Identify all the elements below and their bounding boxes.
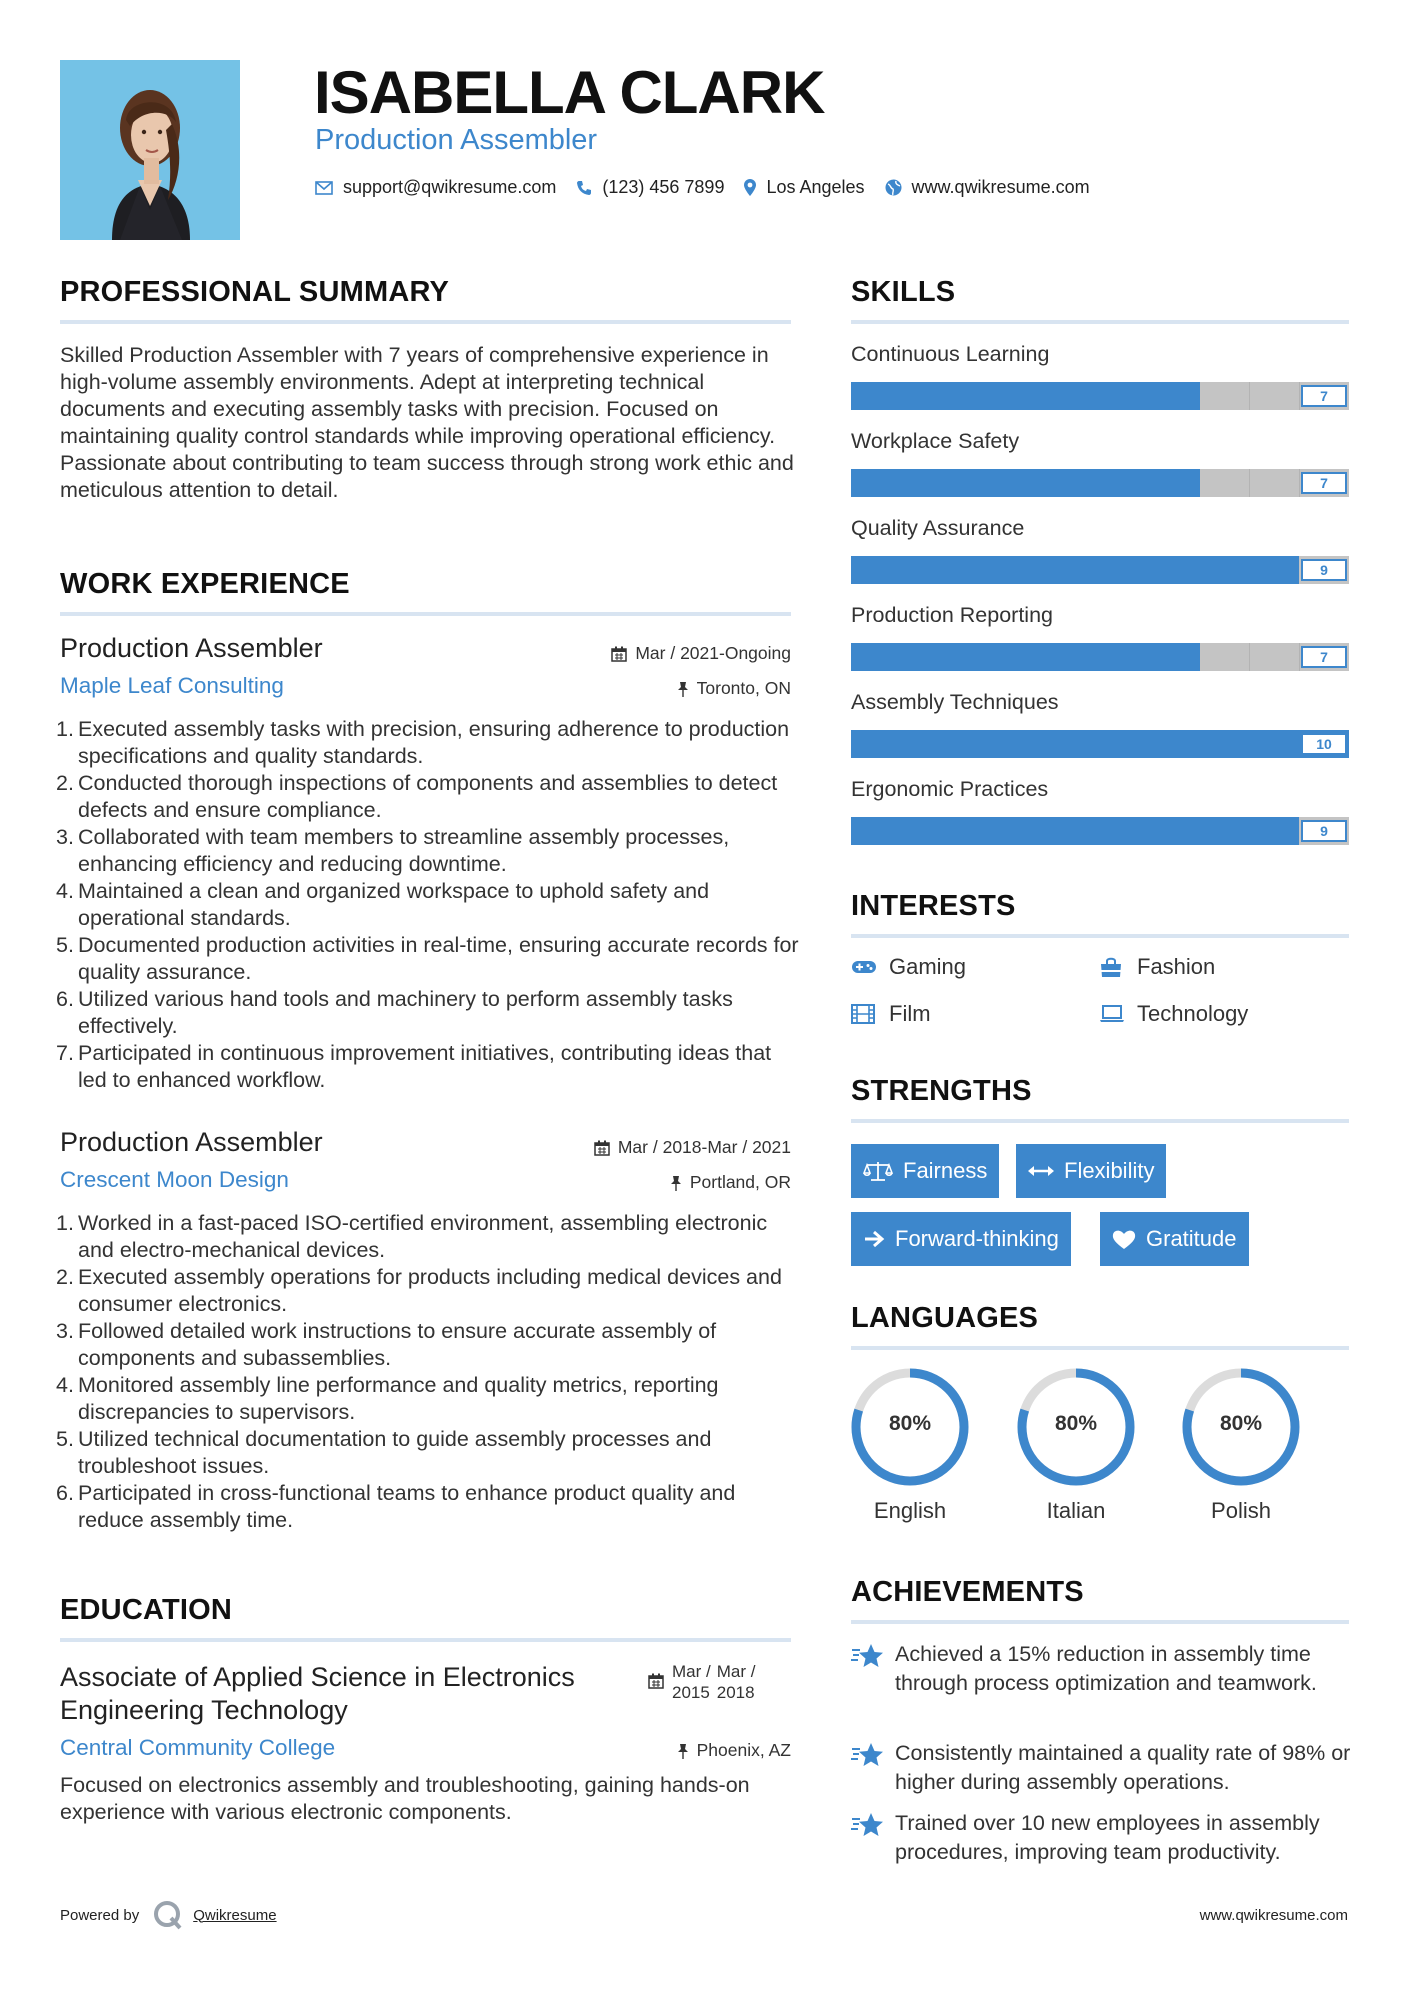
- film-icon: [851, 1004, 877, 1024]
- job-company: Maple Leaf Consulting: [60, 673, 284, 698]
- skill-score: 7: [1301, 472, 1347, 494]
- pushpin-icon: [670, 1175, 682, 1191]
- skill-segment-divider: [1249, 469, 1250, 497]
- skill-level-bar: [851, 817, 1349, 845]
- arrow-right-icon: [863, 1230, 885, 1248]
- powered-by-text: Powered by: [60, 1906, 140, 1924]
- achievements-divider: [851, 1620, 1349, 1624]
- star-icon: [851, 1640, 895, 1697]
- star-icon: [851, 1739, 895, 1796]
- duty-item: 1. Worked in a fast-paced ISO-certified environment, assembling electronic and electro-mechanical devices.: [56, 1211, 768, 1262]
- skill-level-fill: [851, 643, 1200, 671]
- skill-level-bar: [851, 730, 1349, 758]
- qwikresume-logo-icon: [153, 1900, 183, 1930]
- pushpin-icon: [677, 681, 689, 697]
- language-item: [849, 1366, 971, 1524]
- skill-name: Continuous Learning: [851, 342, 1050, 366]
- footer-powered-by: [60, 1900, 277, 1930]
- duty-item: 4. Maintained a clean and organized workspace to uphold safety and operational standards.: [56, 879, 710, 930]
- job-location-text: Toronto, ON: [696, 678, 791, 698]
- education-start: Mar / 2015: [672, 1662, 711, 1702]
- interest-label: Fashion: [1137, 954, 1216, 979]
- job-location: [670, 1172, 791, 1193]
- duty-item: 2. Conducted thorough inspections of components and assemblies to detect defects and ensure compliance.: [56, 771, 778, 822]
- skill-score: 7: [1301, 646, 1347, 668]
- language-name: Italian: [1046, 1498, 1106, 1523]
- profile-photo: [60, 60, 240, 240]
- education-degree: Associate of Applied Science in Electronics Engineering Technology: [60, 1662, 575, 1725]
- job-dates-text: Mar / 2018-Mar / 2021: [617, 1137, 791, 1157]
- summary-heading: PROFESSIONAL SUMMARY: [60, 276, 450, 308]
- balance-scale-icon: [863, 1160, 893, 1182]
- interest-label: Technology: [1137, 1001, 1249, 1026]
- strength-chip: [851, 1212, 1071, 1266]
- education-heading: EDUCATION: [60, 1594, 233, 1626]
- education-location: [677, 1740, 791, 1761]
- skill-level-fill: [851, 469, 1200, 497]
- duty-item: 4. Monitored assembly line performance and quality metrics, reporting discrepancies to supervisors.: [56, 1373, 719, 1424]
- map-marker-icon: [744, 179, 756, 196]
- strength-label: Flexibility: [1064, 1158, 1155, 1183]
- achievement-text: Trained over 10 new employees in assembly procedures, improving team productivity.: [895, 1811, 1320, 1864]
- strength-label: Gratitude: [1146, 1226, 1237, 1251]
- education-dates: [648, 1661, 755, 1703]
- achievements-heading: ACHIEVEMENTS: [851, 1576, 1084, 1608]
- envelope-icon: [315, 181, 333, 195]
- calendar-icon: [648, 1661, 664, 1703]
- language-percent: 80%: [1219, 1412, 1263, 1435]
- duty-item: 2. Executed assembly operations for products including medical devices and consumer electronics.: [56, 1265, 782, 1316]
- education-divider: [60, 1638, 791, 1642]
- education-location-text: Phoenix, AZ: [696, 1740, 791, 1760]
- education-end: Mar / 2018: [716, 1662, 756, 1702]
- duty-item: 5. Documented production activities in real-time, ensuring accurate records for quality assurance.: [56, 933, 799, 984]
- duty-item: 3. Followed detailed work instructions to ensure accurate assembly of components and subassemblies.: [56, 1319, 717, 1370]
- skill-score: 9: [1301, 820, 1347, 842]
- skill-level-bar: [851, 382, 1349, 410]
- arrows-horizontal-icon: [1028, 1165, 1054, 1177]
- interest-item: [851, 954, 966, 980]
- globe-icon: [885, 179, 902, 196]
- star-icon: [851, 1809, 895, 1866]
- experience-divider: [60, 612, 791, 616]
- skill-segment-divider: [1249, 643, 1250, 671]
- job-dates: [594, 1137, 791, 1158]
- candidate-name: ISABELLA CLARK: [314, 59, 825, 126]
- languages-heading: LANGUAGES: [851, 1302, 1039, 1334]
- achievement-text: Achieved a 15% reduction in assembly time through process optimization and teamwork.: [895, 1642, 1317, 1695]
- interest-item: [851, 1001, 931, 1027]
- duty-item: 7. Participated in continuous improvement initiatives, contributing ideas that led to enhanced workflow.: [56, 1041, 772, 1092]
- skill-level-bar: [851, 556, 1349, 584]
- skill-score: 7: [1301, 385, 1347, 407]
- skill-name: Ergonomic Practices: [851, 777, 1049, 801]
- skill-level-bar: [851, 643, 1349, 671]
- contact-location: Los Angeles: [766, 177, 865, 197]
- skill-score: 9: [1301, 559, 1347, 581]
- language-percent: 80%: [888, 1412, 932, 1435]
- interests-divider: [851, 934, 1349, 938]
- calendar-icon: [611, 646, 627, 662]
- contact-bar: [315, 177, 1110, 198]
- language-name: English: [873, 1498, 947, 1523]
- education-school: Central Community College: [60, 1735, 336, 1760]
- strength-chip: [851, 1144, 999, 1198]
- achievement-text: Consistently maintained a quality rate of 98% or higher during assembly operations.: [895, 1741, 1351, 1794]
- skills-divider: [851, 320, 1349, 324]
- interest-label: Gaming: [889, 954, 967, 979]
- interests-heading: INTERESTS: [851, 890, 1016, 922]
- footer-website[interactable]: www.qwikresume.com: [1199, 1907, 1348, 1924]
- duty-item: 5. Utilized technical documentation to guide assembly processes and troubleshoot issues.: [56, 1427, 712, 1478]
- shopping-bag-icon: [1099, 956, 1125, 978]
- qwikresume-link[interactable]: Qwikresume: [193, 1906, 277, 1924]
- strengths-heading: STRENGTHS: [851, 1075, 1032, 1107]
- strengths-divider: [851, 1119, 1349, 1123]
- contact-phone: (123) 456 7899: [602, 177, 725, 197]
- job-duties-list: [56, 716, 800, 1094]
- skill-name: Production Reporting: [851, 603, 1053, 627]
- job-dates-text: Mar / 2021-Ongoing: [635, 643, 791, 663]
- contact-website[interactable]: www.qwikresume.com: [911, 177, 1090, 197]
- strength-chip: [1100, 1212, 1249, 1266]
- duty-item: 1. Executed assembly tasks with precision, ensuring adherence to production specifications and quality standards.: [56, 717, 790, 768]
- job-title: Production Assembler: [60, 1127, 323, 1157]
- skill-level-fill: [851, 730, 1349, 758]
- interest-item: [1099, 954, 1215, 980]
- experience-heading: WORK EXPERIENCE: [60, 568, 350, 600]
- skill-level-bar: [851, 469, 1349, 497]
- laptop-icon: [1099, 1005, 1125, 1023]
- education-description: Focused on electronics assembly and troubleshooting, gaining hands-on experience with various electronic components.: [60, 1773, 750, 1824]
- contact-email[interactable]: support@qwikresume.com: [343, 177, 557, 197]
- job-company: Crescent Moon Design: [60, 1167, 289, 1192]
- job-title: Production Assembler: [60, 633, 323, 663]
- skills-heading: SKILLS: [851, 276, 956, 308]
- duty-item: 6. Participated in cross-functional teams to enhance product quality and reduce assembly time.: [56, 1481, 736, 1532]
- job-dates: [611, 643, 791, 664]
- gamepad-icon: [851, 959, 877, 975]
- skill-score: 10: [1301, 733, 1347, 755]
- skill-level-fill: [851, 556, 1299, 584]
- job-duties-list: [56, 1210, 800, 1534]
- skill-name: Assembly Techniques: [851, 690, 1059, 714]
- strength-chip: [1016, 1144, 1166, 1198]
- strength-label: Fairness: [903, 1158, 988, 1183]
- strength-label: Forward-thinking: [895, 1226, 1059, 1251]
- summary-divider: [60, 320, 791, 324]
- interest-item: [1099, 1001, 1248, 1027]
- job-location-text: Portland, OR: [689, 1172, 791, 1192]
- language-name: Polish: [1211, 1498, 1271, 1523]
- skill-level-fill: [851, 382, 1200, 410]
- language-item: [1180, 1366, 1302, 1524]
- heart-icon: [1112, 1229, 1136, 1250]
- language-percent: 80%: [1054, 1412, 1098, 1435]
- skill-level-fill: [851, 817, 1299, 845]
- skill-segment-divider: [1249, 382, 1250, 410]
- achievement-item: [851, 1809, 1351, 1866]
- calendar-icon: [594, 1140, 610, 1156]
- job-location: [677, 678, 791, 699]
- skill-name: Quality Assurance: [851, 516, 1025, 540]
- languages-divider: [851, 1346, 1349, 1350]
- summary-text: Skilled Production Assembler with 7 years of comprehensive experience in high-volume assembly environments. Adept at interpreting technical documents and executing assembly tasks with precision. Focused on maintaining quality control standards while improving operational efficiency. Passionate about contributing to team success through strong work ethic and meticulous attention to detail.: [60, 343, 794, 502]
- pushpin-icon: [677, 1743, 689, 1759]
- achievement-item: [851, 1739, 1351, 1796]
- phone-icon: [576, 180, 592, 196]
- duty-item: 3. Collaborated with team members to streamline assembly processes, enhancing efficiency and reducing downtime.: [56, 825, 730, 876]
- language-item: [1015, 1366, 1137, 1524]
- skill-name: Workplace Safety: [851, 429, 1020, 453]
- achievement-item: [851, 1640, 1351, 1697]
- duty-item: 6. Utilized various hand tools and machinery to perform assembly tasks effectively.: [56, 987, 733, 1038]
- interest-label: Film: [889, 1001, 931, 1026]
- candidate-role: Production Assembler: [315, 124, 598, 156]
